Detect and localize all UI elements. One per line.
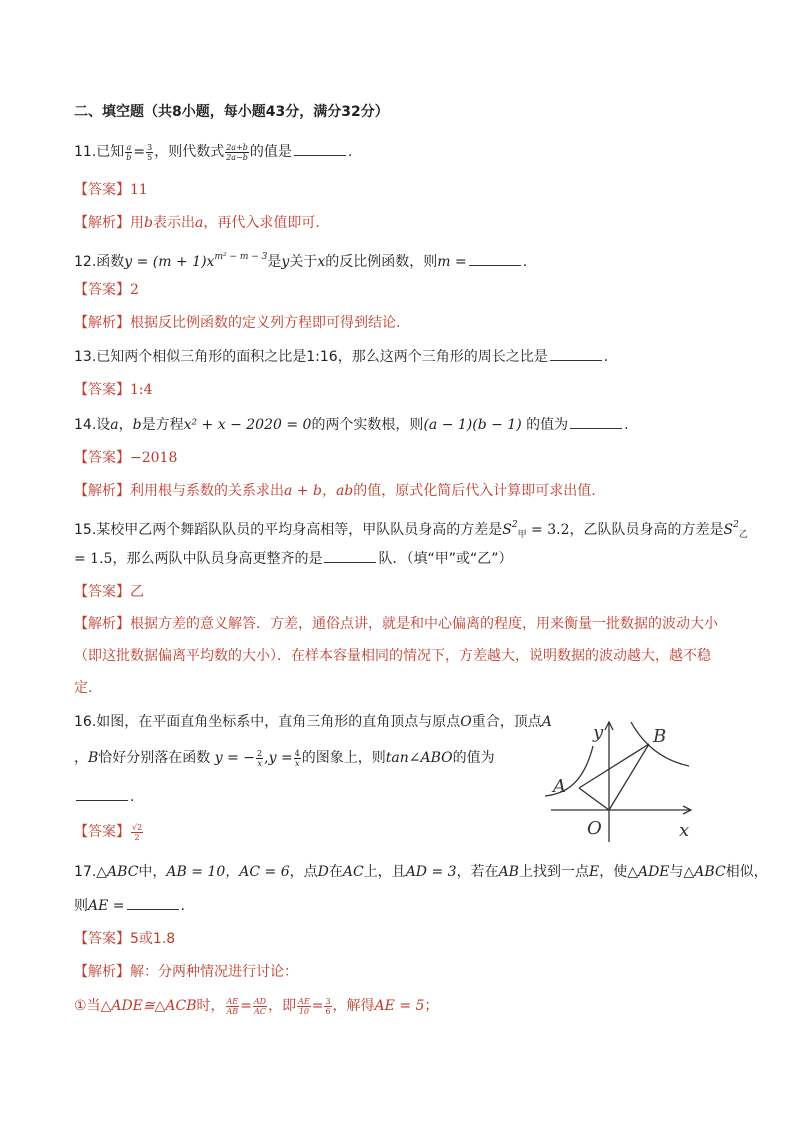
q11-answer: 11 — [130, 182, 148, 198]
analysis-label: 【解析】 — [74, 616, 130, 632]
q12-m-eq: m = — [437, 254, 467, 270]
q11-analysis-2: 表示出 — [152, 215, 195, 231]
q15-s-yi: S — [723, 522, 734, 538]
q15-answer-line — [74, 582, 144, 602]
answer-label: 【答案】 — [74, 931, 130, 947]
q14-text1: 是方程 — [141, 417, 184, 433]
q17-case1-d: ，解得 — [332, 998, 375, 1014]
q15-line2-val: = 1.5 — [74, 551, 113, 567]
q11-analysis-3: ，再代入求值即可. — [203, 215, 320, 231]
q12-x: x — [317, 254, 326, 270]
q16-coordinate-graph — [543, 716, 703, 846]
q14-text2: 的两个实数根，则 — [311, 417, 424, 433]
q15-line1-text: 15.某校甲乙两个舞蹈队队员的平均身高相等，甲队队员身高的方差是 — [74, 522, 503, 538]
question-15-line2 — [74, 548, 512, 569]
q11-suffix: 的值是 — [249, 144, 292, 160]
q17-line1d: 在 — [328, 864, 343, 880]
q12-end: . — [522, 254, 528, 270]
q15-s-yi-sup: 2 — [733, 520, 739, 530]
q14-answer-line — [74, 448, 177, 468]
q12-text3: 的反比例函数，则 — [325, 254, 438, 270]
q17-case1-c: ，即 — [268, 998, 297, 1014]
q16-line1: 16.如图，在平面直角坐标系中，直角三角形的直角顶点与原点 — [74, 714, 461, 730]
question-13 — [74, 346, 608, 367]
q16-line2b: 恰好分别落在函数 — [98, 750, 211, 766]
analysis-label: 【解析】 — [74, 215, 130, 231]
q17-case1-end: ； — [424, 998, 439, 1014]
q13-answer: 1:4 — [130, 382, 153, 398]
q11-analysis-a: a — [194, 215, 204, 231]
q14-comma: ， — [118, 417, 133, 433]
q13-text: 13.已知两个相似三角形的面积之比是1:16，那么这两个三角形的周长之比是 — [74, 349, 548, 365]
q17-case1-line — [74, 996, 438, 1016]
q16-answer-blank[interactable] — [76, 786, 128, 801]
q17-AB: AB — [498, 864, 519, 880]
analysis-label: 【解析】 — [74, 964, 130, 980]
q13-answer-blank[interactable] — [550, 346, 602, 361]
q16-end: . — [130, 789, 135, 805]
q15-line1-mid: ，乙队队员身高的方差是 — [569, 522, 724, 538]
q17-case1-b: 时， — [196, 998, 225, 1014]
q14-prefix: 14.设 — [74, 417, 111, 433]
q17-c1-frac3: $\frac{AE}{10}$ — [298, 996, 310, 1016]
q17-line1b: 中， — [138, 864, 167, 880]
q17-answer-blank[interactable] — [127, 895, 179, 910]
q14-analysis-2: 的值，原式化简后代入计算即可求出值. — [353, 483, 596, 499]
q12-analysis: 根据反比例函数的定义列方程即可得到结论. — [130, 315, 401, 331]
q17-end: . — [180, 898, 185, 914]
q14-text3: 的值为 — [521, 417, 569, 433]
question-12 — [74, 247, 527, 272]
q16-O: O — [460, 714, 472, 730]
q12-answer-blank[interactable] — [469, 251, 521, 266]
q11-answer-blank[interactable] — [294, 141, 346, 156]
q13-end: . — [603, 349, 609, 365]
q12-answer: 2 — [130, 282, 139, 298]
q16-frac2: $\frac{4}{x}$ — [294, 748, 300, 768]
q15-line2-text: ，那么两队中队员身高更整齐的是 — [112, 551, 323, 567]
graph-label-y: y — [593, 722, 604, 743]
q16-A: A — [541, 714, 552, 730]
answer-label: 【答案】 — [74, 182, 130, 198]
q12-answer-line — [74, 280, 139, 300]
q17-c1-frac2: $\frac{AD}{AC}$ — [253, 996, 267, 1016]
triangle-ABO — [579, 744, 649, 810]
q14-answer-blank[interactable] — [570, 414, 622, 429]
q16-func2: y = — [268, 750, 293, 766]
q17-D: D — [317, 864, 329, 880]
q11-frac-a-b: $\frac{a}{b}$ — [126, 142, 132, 162]
q17-E: E — [588, 864, 600, 880]
q16-line2a: ， — [74, 750, 88, 766]
q17-line1g: 上找到一点 — [518, 864, 589, 880]
q16-func-sep: , — [264, 750, 269, 766]
question-16-line3 — [74, 786, 134, 807]
q14-expr: (a − 1)(b − 1) — [423, 417, 522, 433]
q17-case1-a: ①当 — [74, 998, 101, 1014]
q16-line2c: 的图象上，则 — [301, 750, 386, 766]
q11-prefix: 11.已知 — [74, 144, 125, 160]
q15-s-jia-sup: 2 — [511, 520, 518, 530]
q14-answer: −2018 — [130, 450, 178, 466]
q17-line2a: 则 — [74, 898, 88, 914]
question-15-line1 — [74, 515, 748, 545]
q17-cond2: AD = 3 — [405, 864, 457, 880]
analysis-label: 【解析】 — [74, 483, 130, 499]
q16-B: B — [88, 750, 99, 766]
question-16-line1 — [74, 712, 552, 732]
q17-line1c: ，点 — [289, 864, 318, 880]
q14-analysis-expr: a + b，ab — [284, 483, 354, 499]
q14-b: b — [132, 417, 142, 433]
graph-label-x: x — [679, 820, 690, 841]
q16-answer-line — [74, 822, 144, 842]
q11-frac-3-5: $\frac{3}{5}$ — [147, 142, 153, 162]
graph-label-A: A — [553, 776, 566, 797]
q12-text2: 关于 — [289, 254, 318, 270]
q15-val-jia: = 3.2 — [526, 522, 570, 538]
section-title: 二、填空题（共8小题，每小题43分，满分32分） — [74, 104, 389, 120]
q17-tri3: △ABC — [683, 864, 726, 880]
q15-analysis-line3 — [74, 678, 102, 698]
q15-analysis-line2 — [74, 646, 711, 666]
q15-analysis-line1 — [74, 614, 718, 634]
q15-analysis-l2: （即这批数据偏离平均数的大小）．在样本容量相同的情况下，方差越大，说明数据的波动越大，越不稳 — [74, 648, 711, 664]
q12-formula: y = (m + 1)x — [124, 254, 215, 270]
q12-prefix: 12.函数 — [74, 254, 125, 270]
q12-text1: 是 — [267, 254, 282, 270]
q16-line2d: 的值为 — [452, 750, 495, 766]
q13-answer-line — [74, 380, 153, 400]
q12-analysis-line — [74, 313, 400, 333]
q16-answer: $\frac{√2}{2}$ — [132, 822, 143, 842]
q17-c1-frac4: $\frac{3}{6}$ — [325, 996, 331, 1016]
q14-a: a — [110, 417, 119, 433]
q17-case1-res: AE = 5 — [374, 998, 425, 1014]
q11-mid: ，则代数式 — [154, 144, 225, 160]
answer-label: 【答案】 — [74, 584, 130, 600]
q17-c1-eq2: = — [311, 998, 324, 1014]
q15-s-jia: S — [502, 522, 512, 538]
q14-end: . — [624, 417, 629, 433]
q15-s-jia-sub: 甲 — [517, 530, 527, 540]
q16-tan: tan∠ABO — [385, 750, 453, 766]
answer-label: 【答案】 — [74, 824, 130, 840]
graph-label-B: B — [653, 726, 667, 747]
q17-analysis-l1: 解：分两种情况进行讨论： — [130, 964, 298, 980]
q17-line1i: 与 — [669, 864, 684, 880]
q17-case1-tri: △ADE≅△ACB — [100, 998, 197, 1014]
q17-cond1: AB = 10，AC = 6 — [166, 864, 290, 880]
q17-line1j: 相似， — [725, 864, 768, 880]
q15-analysis-l3: 定． — [74, 680, 102, 696]
q15-line2-end: 队．（填“甲”或“乙”） — [378, 551, 513, 567]
question-16-line2 — [74, 748, 495, 768]
analysis-label: 【解析】 — [74, 315, 130, 331]
q17-answer-line — [74, 929, 175, 949]
q17-AE: AE = — [88, 898, 125, 914]
q17-answer: 5或1.8 — [130, 931, 176, 947]
q15-answer: 乙 — [130, 584, 144, 600]
question-11 — [74, 141, 352, 162]
q17-c1-eq: = — [240, 998, 252, 1014]
answer-label: 【答案】 — [74, 382, 130, 398]
q16-line1b: 重合，顶点 — [471, 714, 542, 730]
q17-tri1: △ABC — [96, 864, 139, 880]
q12-exponent: m² − m − 3 — [214, 252, 268, 262]
answer-label: 【答案】 — [74, 282, 130, 298]
q16-func1: y = − — [214, 750, 256, 766]
q17-line1a: 17. — [74, 864, 97, 880]
q11-analysis-b: b — [144, 215, 153, 231]
question-17-line2 — [74, 895, 185, 916]
q11-analysis-line — [74, 213, 320, 233]
q15-answer-blank[interactable] — [324, 548, 376, 563]
q17-line1f: ，若在 — [456, 864, 499, 880]
q15-analysis-l1: 根据方差的意义解答．方差，通俗点讲，就是和中心偏离的程度，用来衡量一批数据的波动大小 — [130, 616, 718, 632]
graph-label-O: O — [587, 818, 602, 839]
q16-frac1: $\frac{2}{x}$ — [257, 748, 263, 768]
q17-AC: AC — [342, 864, 364, 880]
q14-equation: x² + x − 2020 = 0 — [183, 417, 312, 433]
q14-analysis-1: 利用根与系数的关系求出 — [130, 483, 284, 499]
q11-end: . — [347, 144, 353, 160]
q17-analysis-line1 — [74, 962, 298, 982]
q15-s-yi-sub: 乙 — [738, 530, 748, 540]
q12-y: y — [281, 254, 290, 270]
q14-analysis-line — [74, 481, 596, 501]
q17-line1e: 上，且 — [363, 864, 406, 880]
q11-frac-expr: $\frac{2a+b}{2a-b}$ — [226, 142, 248, 162]
q11-analysis-1: 用 — [130, 215, 144, 231]
question-14 — [74, 414, 629, 435]
question-17-line1 — [74, 862, 768, 882]
q17-line1h: ，使 — [599, 864, 628, 880]
q11-eq: = — [133, 144, 146, 160]
q17-c1-frac1: $\frac{AE}{AB}$ — [226, 996, 239, 1016]
q17-tri2: △ADE — [627, 864, 670, 880]
q11-answer-line — [74, 180, 148, 200]
answer-label: 【答案】 — [74, 450, 130, 466]
